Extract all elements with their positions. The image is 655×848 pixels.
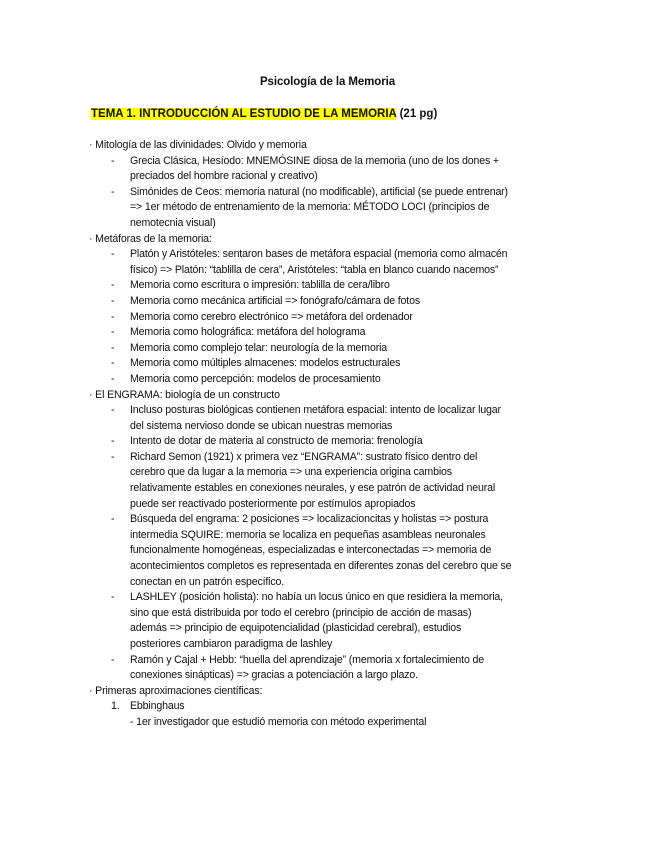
section-heading	[91, 108, 437, 120]
dash-bullet: -	[111, 279, 115, 292]
dash-bullet: -	[111, 404, 115, 417]
dash-bullet: -	[111, 357, 115, 370]
section-label: · Primeras aproximaciones científicas:	[89, 684, 263, 697]
list-item	[89, 403, 579, 434]
document-body	[89, 138, 579, 731]
list-item	[89, 356, 579, 372]
list-item	[89, 310, 579, 326]
section-label: · El ENGRAMA: biología de un constructo	[89, 388, 280, 401]
list-item	[89, 653, 579, 684]
list-item-continuation: funcionalmente homogéneas, especializadas e interconectadas => memoria de	[130, 544, 492, 557]
list-item-line: - Memoria como percepción: modelos de procesamiento	[89, 372, 579, 388]
list-item-continuation: relativamente estables en conexiones neurales, y ese patrón de actividad neural	[130, 482, 496, 495]
list-item-line: - Búsqueda del engrama: 2 posiciones => localizacioncitas y holistas => postura	[89, 512, 579, 528]
list-item-continuation: acontecimientos completos es representada en diferentes zonas del cerebro que se	[130, 560, 512, 573]
dash-bullet: -	[111, 185, 115, 198]
dash-bullet: -	[111, 154, 115, 167]
list-item-continuation: posteriores cambiaron paradigma de lashley	[130, 638, 333, 650]
section-label: · Metáforas de la memoria:	[89, 232, 212, 245]
list-item	[89, 434, 579, 450]
list-item	[89, 185, 579, 232]
dash-bullet: -	[111, 341, 115, 354]
list-item-line: - LASHLEY (posición holista): no había un locus único en que residiera la memoria,	[89, 590, 579, 606]
list-item	[89, 590, 579, 652]
section-label: · Mitología de las divinidades: Olvido y memoria	[89, 139, 307, 151]
list-item-continuation: sino que está distribuida por todo el cerebro (principio de acción de masas)	[130, 606, 472, 619]
dash-bullet: -	[111, 591, 115, 604]
list-item	[89, 372, 579, 388]
list-item-line: - Memoria como holográfica: metáfora del holograma	[89, 325, 579, 341]
list-item-continuation: => 1er método de entrenamiento de la memoria: MÉTODO LOCI (principios de	[130, 201, 490, 214]
numbered-item-detail: - 1er investigador que estudió memoria con método experimental	[130, 715, 427, 728]
heading-highlight: TEMA 1. INTRODUCCIÓN AL ESTUDIO DE LA MEMORIA	[91, 108, 397, 120]
list-item-line: - Simónides de Ceos: memoria natural (no modificable), artificial (se puede entrenar)	[89, 185, 579, 201]
dash-bullet: -	[111, 513, 115, 526]
list-item-line: - Grecia Clásica, Hesíodo: MNEMÓSINE diosa de la memoria (uno de los dones +	[89, 154, 579, 170]
list-item-continuation: además => principio de equipotencialidad (plasticidad cerebral), estudios	[130, 622, 462, 635]
dash-bullet: -	[111, 248, 115, 261]
numbered-item: 1. Ebbinghaus	[89, 699, 579, 715]
list-item-continuation: nemotecnia visual)	[130, 216, 216, 229]
list-item-line: - Memoria como mecánica artificial => fonógrafo/cámara de fotos	[89, 294, 579, 310]
list-item-continuation: del sistema nervioso donde se ubican nuestras memorias	[130, 419, 393, 432]
list-item	[89, 325, 579, 341]
heading-suffix: (21 pg)	[399, 108, 438, 120]
list-item	[89, 512, 579, 590]
list-item-line: - Intento de dotar de materia al constructo de memoria: frenología	[89, 434, 579, 450]
dash-bullet: -	[111, 653, 115, 666]
dash-bullet: -	[111, 326, 115, 339]
list-item-continuation: físico) => Platón: “tablilla de cera”, Aristóteles: “tabla en blanco cuando nacemos”	[130, 263, 499, 276]
dash-bullet: -	[111, 294, 115, 307]
list-item	[89, 294, 579, 310]
list-item	[89, 154, 579, 185]
dash-bullet: -	[111, 372, 115, 385]
list-item-continuation: preciados del hombre racional y creativo)	[130, 170, 318, 183]
list-item	[89, 247, 579, 278]
list-item-line: - Memoria como escritura o impresión: tablilla de cera/libro	[89, 278, 579, 294]
dash-bullet: -	[111, 450, 115, 463]
list-item-continuation: intermedia SQUIRE: memoria se localiza en pequeñas asambleas neuronales	[130, 528, 486, 541]
list-item-continuation: conectan en un patrón específico.	[130, 575, 285, 588]
dash-bullet: -	[111, 310, 115, 323]
list-item	[89, 450, 579, 512]
list-item-line: - Memoria como cerebro electrónico => metáfora del ordenador	[89, 310, 579, 326]
list-item-line: - Memoria como múltiples almacenes: modelos estructurales	[89, 356, 579, 372]
list-item-continuation: conexiones sinápticas) => gracias a potenciación a largo plazo.	[130, 669, 418, 682]
list-item-line: - Incluso posturas biológicas contienen metáfora espacial: intento de localizar lugar	[89, 403, 579, 419]
list-item-line: - Platón y Aristóteles: sentaron bases de metáfora espacial (memoria como almacén	[89, 247, 579, 263]
dash-bullet: -	[111, 435, 115, 448]
list-item	[89, 278, 579, 294]
list-item-line: - Ramón y Cajal + Hebb: “huella del aprendizaje” (memoria x fortalecimiento de	[89, 653, 579, 669]
list-item-line: - Memoria como complejo telar: neurología de la memoria	[89, 341, 579, 357]
page-title: Psicología de la Memoria	[259, 76, 395, 88]
item-number: 1.	[111, 700, 120, 713]
list-item-continuation: puede ser reactivado posteriormente por estímulos apropiados	[130, 497, 416, 510]
list-item	[89, 341, 579, 357]
list-item-line: - Richard Semon (1921) x primera vez “ENGRAMA”: sustrato físico dentro del	[89, 450, 579, 466]
list-item-continuation: cerebro que da lugar a la memoria => una experiencia origina cambios	[130, 466, 452, 479]
